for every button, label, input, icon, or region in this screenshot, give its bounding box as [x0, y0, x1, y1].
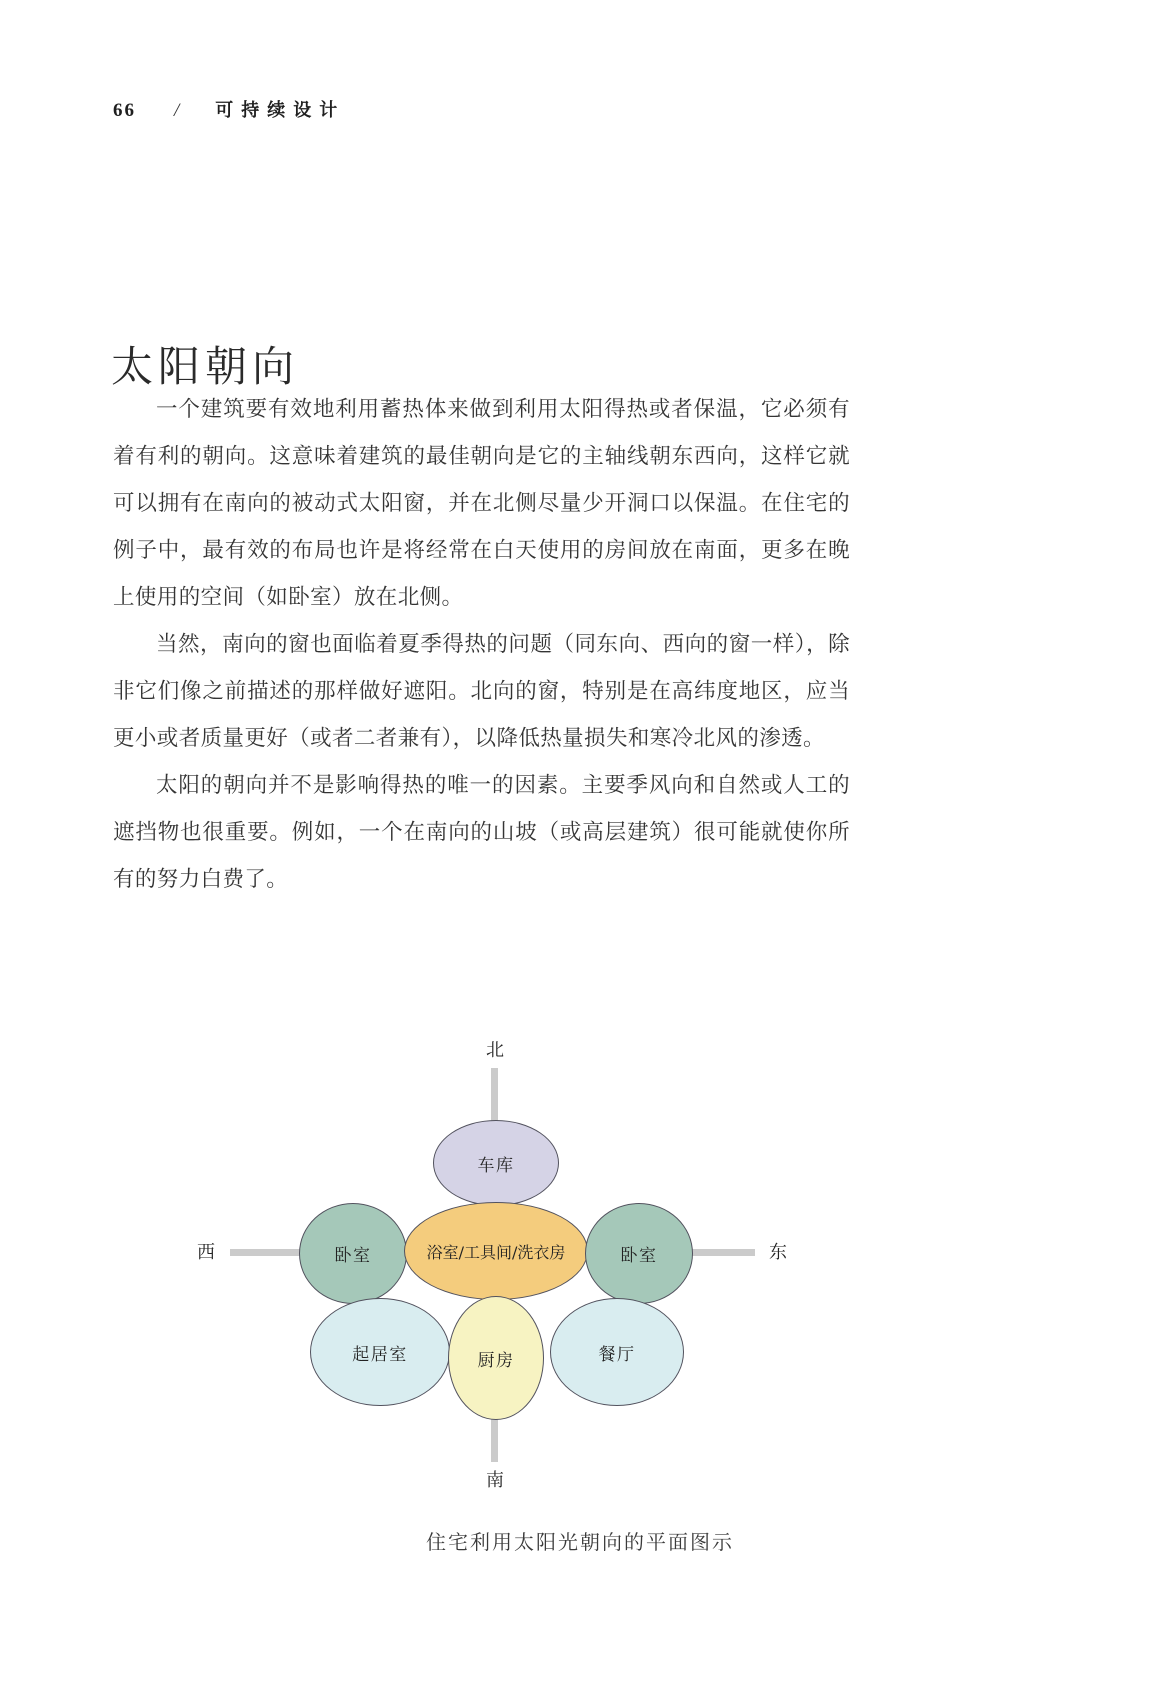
room-dining-room	[550, 1298, 684, 1406]
figure-solar-orientation	[0, 1020, 1160, 1601]
room-bedroom-east	[585, 1203, 693, 1304]
room-living-room	[310, 1298, 450, 1406]
room-label: 厨房	[477, 1350, 515, 1371]
section-title: 太阳朝向	[111, 342, 300, 392]
room-bedroom-west	[299, 1203, 407, 1304]
compass-north-label: 北	[486, 1040, 504, 1061]
figure-caption: 住宅利用太阳光朝向的平面图示	[426, 1532, 734, 1554]
body-text	[113, 386, 850, 903]
compass-east-label: 东	[769, 1242, 787, 1263]
axis-north-line	[491, 1068, 498, 1126]
room-label: 餐厅	[598, 1344, 636, 1365]
book-title: 可持续设计	[215, 100, 346, 120]
room-label: 车库	[477, 1155, 515, 1176]
page-header	[113, 96, 345, 122]
paragraph-2: 当然，南向的窗也面临着夏季得热的问题（同东向、西向的窗一样），除非它们像之前描述的那样做好遮阳。北向的窗，特别是在高纬度地区，应当更小或者质量更好（或者二者兼有），以降低热量损失和寒冷北风的渗透。	[113, 632, 850, 750]
room-label: 卧室	[620, 1246, 658, 1266]
room-label: 浴室/工具间/洗衣房	[426, 1242, 566, 1262]
paragraph-1: 一个建筑要有效地利用蓄热体来做到利用太阳得热或者保温，它必须有着有利的朝向。这意味着建筑的最佳朝向是它的主轴线朝东西向，这样它就可以拥有在南向的被动式太阳窗，并在北侧尽量少开洞口以保温。在住宅的例子中，最有效的布局也许是将经常在白天使用的房间放在南面，更多在晚上使用的空间（如卧室）放在北侧。	[113, 397, 850, 609]
page-number: 66	[113, 100, 136, 121]
room-label: 卧室	[334, 1246, 372, 1266]
compass-south-label: 南	[486, 1470, 504, 1491]
room-garage	[433, 1120, 559, 1206]
room-bath-utility-laundry	[404, 1202, 588, 1300]
room-label: 起居室	[352, 1344, 408, 1365]
room-kitchen	[448, 1296, 544, 1420]
header-separator: /	[174, 100, 180, 121]
axis-south-line	[491, 1416, 498, 1462]
compass-west-label: 西	[197, 1242, 215, 1263]
paragraph-3: 太阳的朝向并不是影响得热的唯一的因素。主要季风向和自然或人工的遮挡物也很重要。例如，一个在南向的山坡（或高层建筑）很可能就使你所有的努力白费了。	[113, 773, 850, 891]
